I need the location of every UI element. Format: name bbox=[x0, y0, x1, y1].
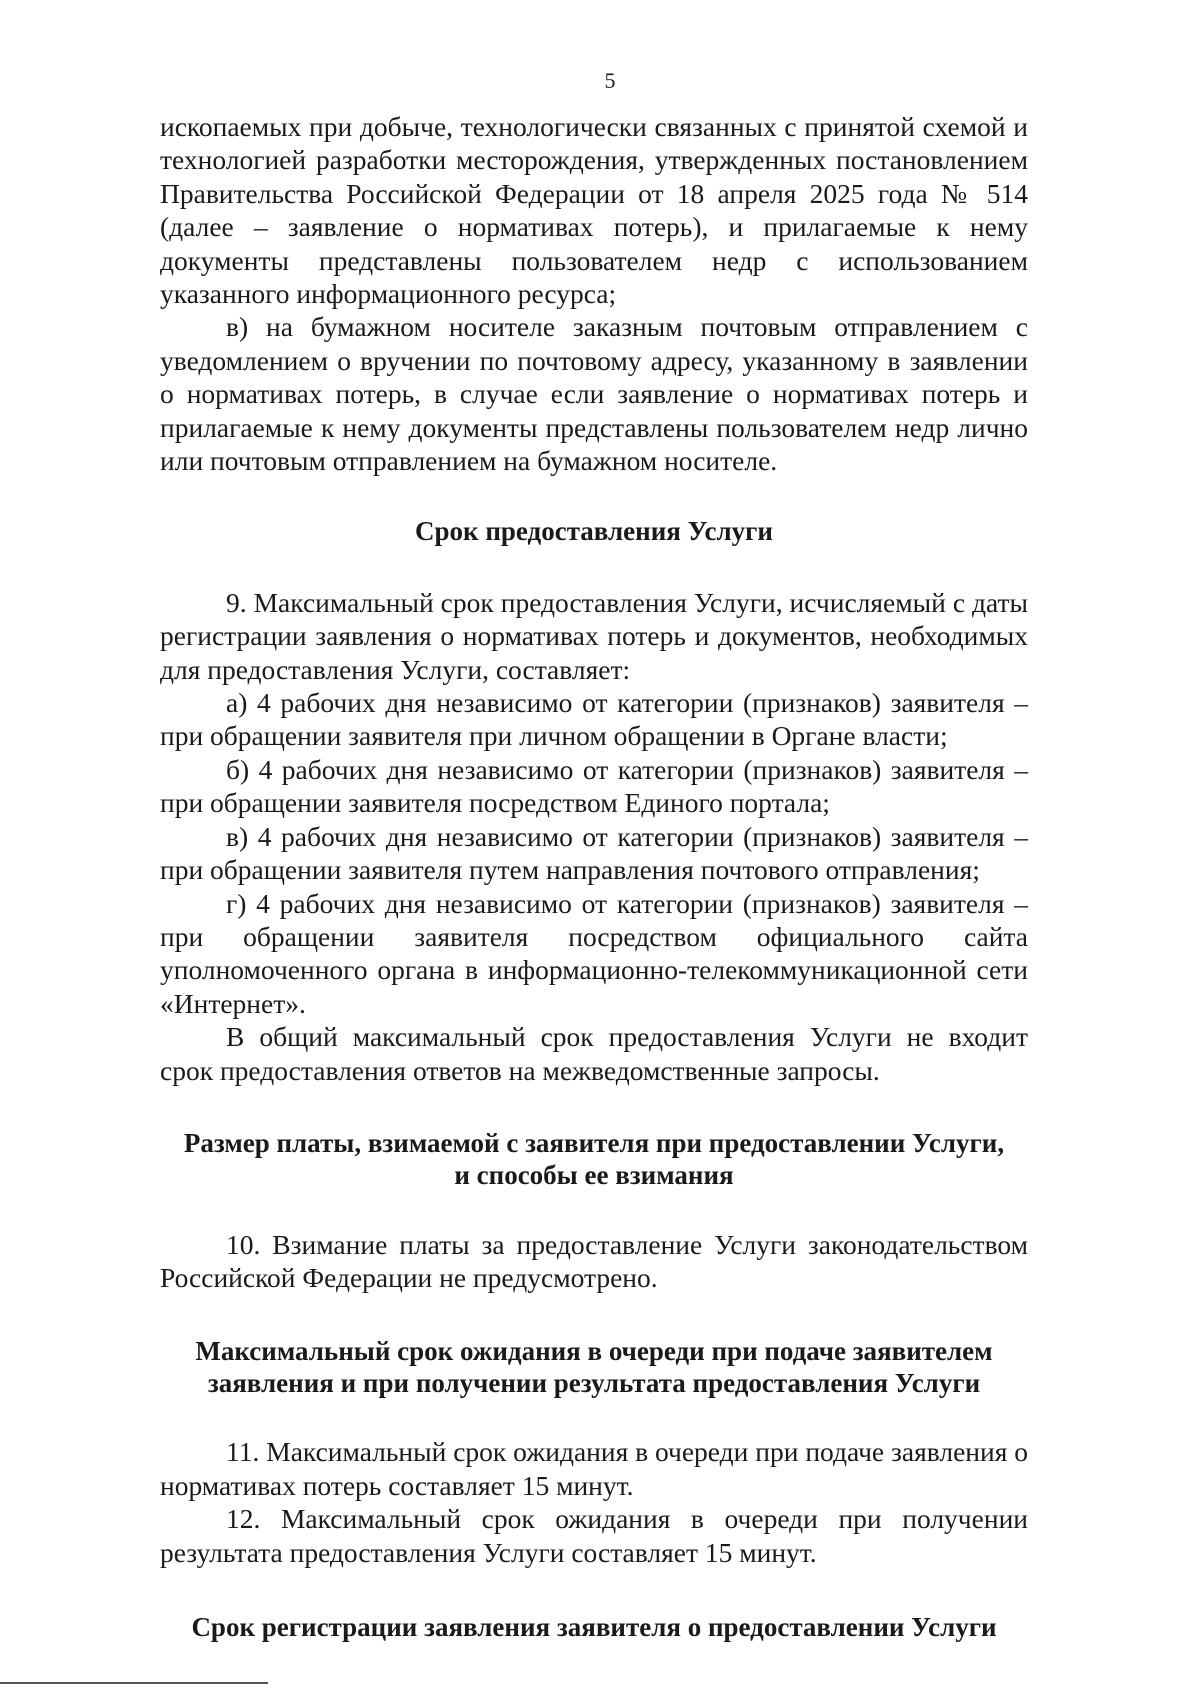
footer-rule bbox=[0, 1682, 268, 1684]
paragraph-11: 11. Максимальный срок ожидания в очереди при подаче заявления о нормативах потерь составляет 15 минут. bbox=[160, 1436, 1028, 1501]
paragraph-term-note: В общий максимальный срок предоставления Услуги не входит срок предоставления ответов на межведомственные запросы. bbox=[160, 1021, 1028, 1086]
section-heading-queue bbox=[160, 1335, 1028, 1400]
document-body bbox=[160, 110, 1028, 1643]
section-heading-queue-line1: Максимальный срок ожидания в очереди при подаче заявителем bbox=[195, 1335, 993, 1366]
page-number: 5 bbox=[604, 68, 616, 93]
section-heading-fee-line1: Размер платы, взимаемой с заявителя при предоставлении Услуги, bbox=[183, 1127, 1005, 1158]
section-heading-term: Срок предоставления Услуги bbox=[415, 516, 773, 547]
section-heading-registration: Срок регистрации заявления заявителя о предоставлении Услуги bbox=[191, 1611, 997, 1642]
list-item-v-paper: в) на бумажном носителе заказным почтовым отправлением с уведомлением о вручении по почтовому адресу, указанному в заявлении о нормативах потерь, в случае если заявление о нормативах потерь и прилагаемые к нему документы представлены пользователем недр лично или почтовым отправлением на бумажном носителе. bbox=[160, 311, 1028, 477]
list-item-a: а) 4 рабочих дня независимо от категории (признаков) заявителя – при обращении заявителя при личном обращении в Органе власти; bbox=[160, 687, 1028, 752]
list-item-g: г) 4 рабочих дня независимо от категории (признаков) заявителя – при обращении заявителя посредством официального сайта уполномоченного органа в информационно-телекоммуникационной сети «Интернет». bbox=[160, 887, 1028, 1019]
paragraph-continuation: ископаемых при добыче, технологически связанных с принятой схемой и технологией разработки месторождения, утвержденных постановлением Правительства Российской Федерации от 18 апреля 2025 года № 514 (далее – заявление о нормативах потерь), и прилагаемые к нему документы представлены пользователем недр с использованием указанного информационного ресурса; bbox=[160, 111, 1028, 310]
paragraph-12: 12. Максимальный срок ожидания в очереди при получении результата предоставления Услуги составляет 15 минут. bbox=[160, 1503, 1028, 1568]
paragraph-9: 9. Максимальный срок предоставления Услуги, исчисляемый с даты регистрации заявления о нормативах потерь и документов, необходимых для предоставления Услуги, составляет: bbox=[160, 586, 1028, 685]
section-heading-queue-line2: заявления и при получении результата предоставления Услуги bbox=[207, 1367, 981, 1398]
list-item-b: б) 4 рабочих дня независимо от категории (признаков) заявителя – при обращении заявителя посредством Единого портала; bbox=[160, 753, 1028, 819]
section-heading-fee bbox=[160, 1127, 1028, 1192]
list-item-v: в) 4 рабочих дня независимо от категории (признаков) заявителя – при обращении заявителя путем направления почтового отправления; bbox=[160, 820, 1028, 886]
paragraph-10: 10. Взимание платы за предоставление Услуги законодательством Российской Федерации не предусмотрено. bbox=[160, 1228, 1028, 1294]
section-heading-fee-line2: и способы ее взимания bbox=[454, 1160, 734, 1191]
